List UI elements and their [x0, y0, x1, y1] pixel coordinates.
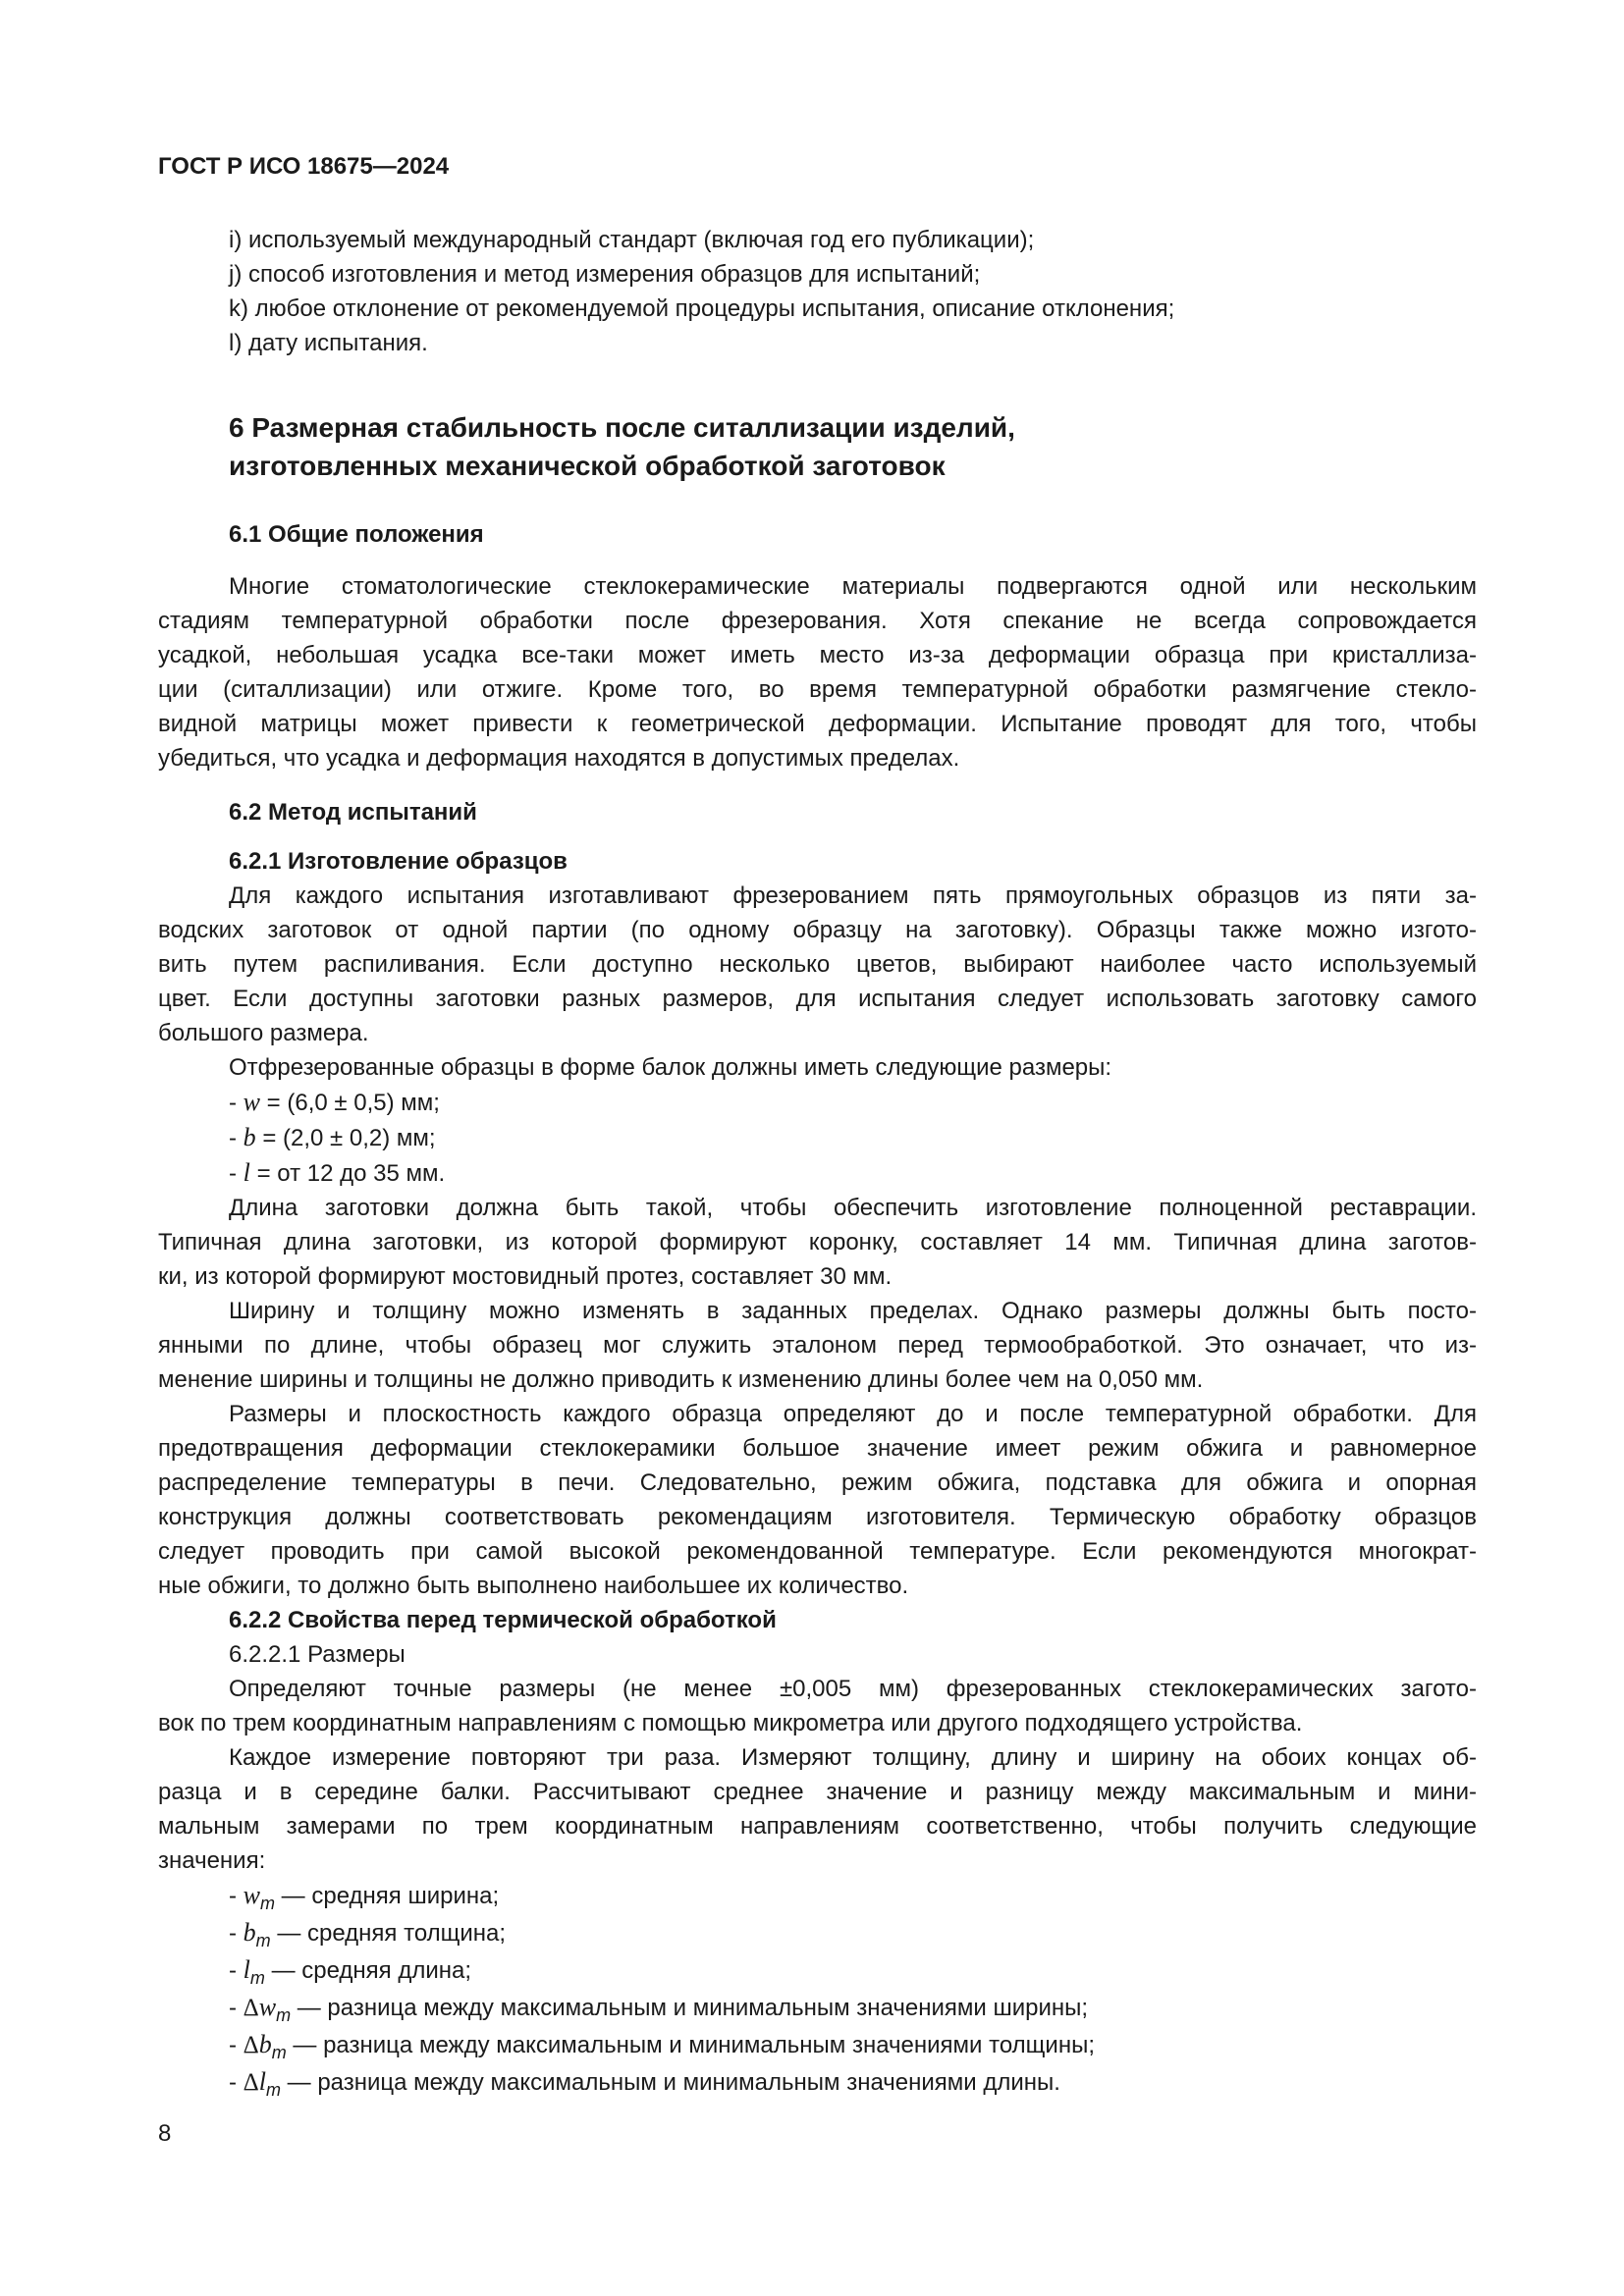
definition-item	[158, 1915, 1477, 1952]
section-6-1-title: 6.1 Общие положения	[229, 521, 484, 548]
paragraph-line: Ширину и толщину можно изменять в заданных пределах. Однако размеры должны быть посто-	[229, 1298, 1477, 1324]
section-6-1-paragraph	[158, 569, 1477, 775]
variable-symbol: w	[258, 1993, 277, 2021]
definition-text: — разница между максимальным и минимальным значениями ширины;	[291, 1995, 1089, 2021]
paragraph-line: Каждое измерение повторяют три раза. Измеряют толщину, длину и ширину на обоих концах об-	[229, 1744, 1477, 1771]
paragraph-line: ции (ситаллизации) или отжиге. Кроме того, во время температурной обработки размягчение стекло-	[158, 676, 1477, 703]
definition-item	[158, 2027, 1477, 2064]
section-6-heading	[158, 408, 1547, 485]
paragraph-line: Типичная длина заготовки, из которой формируют коронку, составляет 14 мм. Типичная длина заготов-	[158, 1229, 1477, 1255]
report-list-item: l) дату испытания.	[229, 330, 428, 356]
paragraph-line: менение ширины и толщины не должно приводить к изменению длины более чем на 0,050 мм.	[158, 1366, 1204, 1393]
variable-subscript: m	[260, 1894, 276, 1913]
section-6-2-2-1-title: 6.2.2.1 Размеры	[229, 1641, 406, 1668]
bullet-dash: -	[229, 1883, 244, 1909]
paragraph-line: значения:	[158, 1847, 266, 1874]
definition-text: = от 12 до 35 мм.	[249, 1160, 446, 1187]
paragraph-line: мальным замерами по трем координатным направлениям соответственно, чтобы получить следующие	[158, 1813, 1477, 1840]
section-6-2-1-body	[158, 844, 1477, 2102]
document-header	[158, 149, 1477, 184]
bullet-dash: -	[229, 1125, 244, 1151]
definition-item	[158, 1990, 1477, 2027]
paragraph-line: усадкой, небольшая усадка все-таки может иметь место из-за деформации образца при кристаллиза-	[158, 642, 1477, 668]
variable-subscript: m	[265, 2080, 281, 2100]
section-6-2-title: 6.2 Метод испытаний	[229, 799, 477, 826]
definition-text: = (2,0 ± 0,2) мм;	[255, 1125, 436, 1151]
delta-symbol: Δ	[243, 2032, 259, 2058]
paragraph-line: цвет. Если доступны заготовки разных размеров, для испытания следует использовать заготовку самого	[158, 986, 1477, 1012]
section-6-title-line: 6 Размерная стабильность после ситаллизации изделий,	[229, 412, 1015, 443]
report-list-item: i) используемый международный стандарт (включая год его публикации);	[229, 227, 1035, 253]
definition-text: — средняя длина;	[264, 1957, 472, 1984]
section-6-2-heading	[158, 795, 1547, 829]
variable-subscript: m	[249, 1968, 265, 1988]
variable-symbol: l	[258, 2067, 266, 2096]
paragraph-line: Многие стоматологические стеклокерамические материалы подвергаются одной или нескольким	[229, 573, 1477, 600]
bullet-dash: -	[229, 1090, 244, 1116]
variable-subscript: m	[271, 2043, 287, 2062]
paragraph-line: Определяют точные размеры (не менее ±0,005 мм) фрезерованных стеклокерамических загото-	[229, 1676, 1477, 1702]
paragraph-line: ные обжиги, то должно быть выполнено наибольшее их количество.	[158, 1573, 909, 1599]
definition-text: = (6,0 ± 0,5) мм;	[260, 1090, 440, 1116]
paragraph-line: предотвращения деформации стеклокерамики большое значение имеет режим обжига и равномерное	[158, 1435, 1477, 1462]
paragraph-line: стадиям температурной обработки после фрезерования. Хотя спекание не всегда сопровождается	[158, 608, 1477, 634]
bullet-dash: -	[229, 1995, 244, 2021]
bullet-dash: -	[229, 1160, 244, 1187]
variable-symbol: l	[243, 1158, 250, 1187]
section-6-2-1-title: 6.2.1 Изготовление образцов	[229, 848, 568, 875]
delta-symbol: Δ	[243, 1995, 259, 2021]
variable-symbol: b	[243, 1123, 256, 1151]
page-footer	[158, 2116, 1477, 2151]
paragraph-line: конструкция должны соответствовать рекомендациям изготовителя. Термическую обработку образцов	[158, 1504, 1477, 1530]
variable-subscript: m	[255, 1931, 271, 1950]
section-6-1-heading	[158, 517, 1547, 552]
definition-item	[158, 1952, 1477, 1990]
paragraph-line: разца и в середине балки. Рассчитывают среднее значение и разницу между максимальным и мини-	[158, 1779, 1477, 1805]
report-list-item: j) способ изготовления и метод измерения образцов для испытаний;	[229, 261, 981, 288]
definition-text: — разница между максимальным и минимальным значениями толщины;	[286, 2032, 1095, 2058]
bullet-dash: -	[229, 1920, 244, 1947]
definition-item	[158, 2064, 1477, 2102]
dimension-item	[158, 1120, 1477, 1155]
report-list-item: k) любое отклонение от рекомендуемой процедуры испытания, описание отклонения;	[229, 295, 1175, 322]
definition-text: — средняя толщина;	[270, 1920, 507, 1947]
document-id: ГОСТ Р ИСО 18675—2024	[158, 153, 450, 180]
variable-symbol: b	[243, 1918, 256, 1947]
dimension-item	[158, 1155, 1477, 1191]
paragraph-line: видной матрицы может привести к геометрической деформации. Испытание проводят для того, чтобы	[158, 711, 1477, 737]
definition-item	[158, 1878, 1477, 1915]
dimension-item	[158, 1085, 1477, 1120]
variable-symbol: b	[258, 2030, 272, 2058]
paragraph-line: убедиться, что усадка и деформация находятся в допустимых пределах.	[158, 745, 960, 772]
paragraph-line: вок по трем координатным направлениям с помощью микрометра или другого подходящего устройства.	[158, 1710, 1303, 1736]
section-6-2-2-title: 6.2.2 Свойства перед термической обработкой	[229, 1607, 777, 1633]
paragraph-line: Отфрезерованные образцы в форме балок должны иметь следующие размеры:	[229, 1054, 1112, 1081]
definition-text: — разница между максимальным и минимальным значениями длины.	[280, 2069, 1060, 2096]
paragraph-line: распределение температуры в печи. Следовательно, режим обжига, подставка для обжига и опорная	[158, 1469, 1477, 1496]
variable-symbol: l	[243, 1955, 250, 1984]
section-6-title-line: изготовленных механической обработкой заготовок	[229, 451, 946, 481]
paragraph-line: водских заготовок от одной партии (по одному образцу на заготовку). Образцы также можно изгото-	[158, 917, 1477, 943]
paragraph-line: следует проводить при самой высокой рекомендованной температуре. Если рекомендуются многократ-	[158, 1538, 1477, 1565]
variable-subscript: m	[276, 2005, 292, 2025]
paragraph-line: Длина заготовки должна быть такой, чтобы обеспечить изготовление полноценной реставрации.	[229, 1195, 1477, 1221]
paragraph-line: вить путем распиливания. Если доступно несколько цветов, выбирают наиболее часто используемый	[158, 951, 1477, 978]
paragraph-line: ки, из которой формируют мостовидный протез, составляет 30 мм.	[158, 1263, 893, 1290]
paragraph-line: янными по длине, чтобы образец мог служить эталоном перед термообработкой. Это означает, что из-	[158, 1332, 1477, 1359]
variable-symbol: w	[243, 1088, 261, 1116]
delta-symbol: Δ	[243, 2069, 259, 2096]
bullet-dash: -	[229, 2069, 244, 2096]
definition-text: — средняя ширина;	[275, 1883, 500, 1909]
page-number: 8	[158, 2120, 172, 2147]
report-list	[158, 223, 1477, 360]
bullet-dash: -	[229, 2032, 244, 2058]
paragraph-line: Размеры и плоскостность каждого образца определяют до и после температурной обработки. Для	[229, 1401, 1477, 1427]
paragraph-line: большого размера.	[158, 1020, 369, 1046]
bullet-dash: -	[229, 1957, 244, 1984]
paragraph-line: Для каждого испытания изготавливают фрезерованием пять прямоугольных образцов из пяти за-	[229, 882, 1477, 909]
variable-symbol: w	[243, 1881, 261, 1909]
